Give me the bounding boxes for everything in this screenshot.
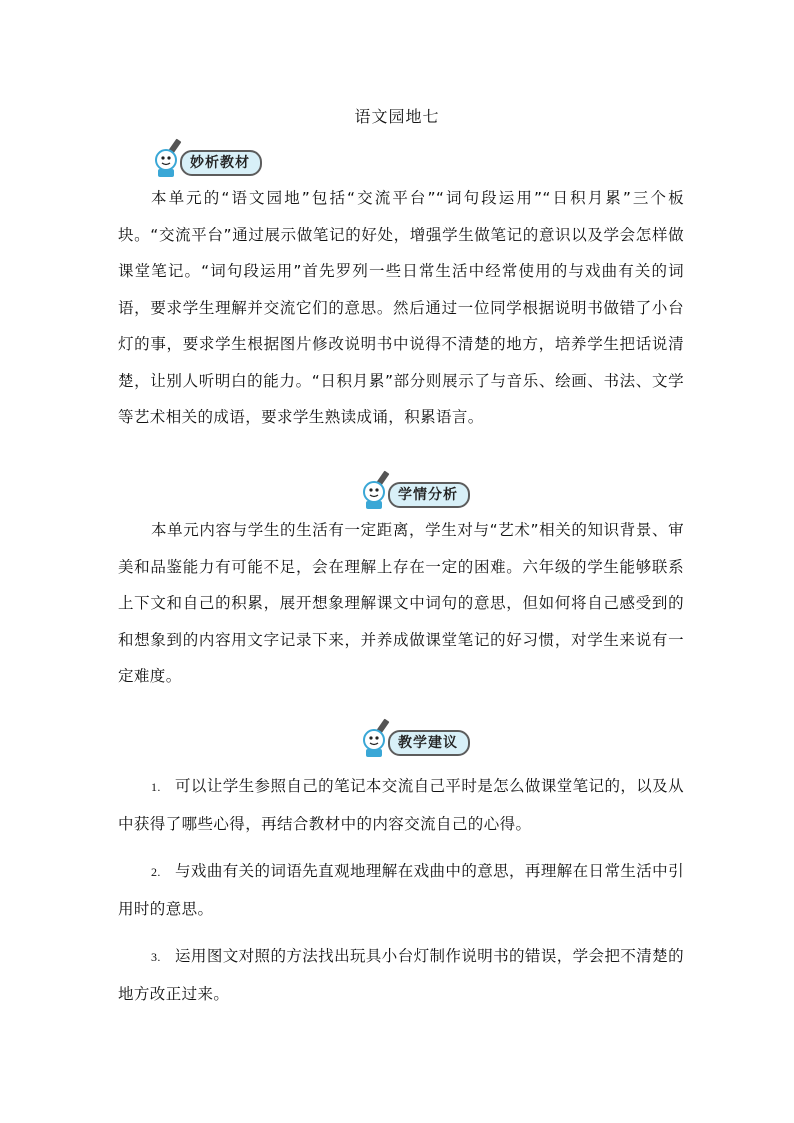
list-item-number: 2. (151, 865, 161, 879)
list-item-text: 运用图文对照的方法找出玩具小台灯制作说明书的错误，学会把不清楚的地方改正过来。 (118, 947, 684, 1003)
section-heading: 学情分析 (388, 482, 470, 508)
list-item-text: 可以让学生参照自己的笔记本交流自己平时是怎么做课堂笔记的，以及从中获得了哪些心得，再结合教材中的内容交流自己的心得。 (118, 777, 684, 833)
list-item (118, 768, 684, 842)
section-heading-badge (150, 138, 300, 174)
section-heading-badge (358, 718, 508, 754)
section-heading: 教学建议 (388, 730, 470, 756)
section-heading-badge (358, 470, 508, 506)
section-paragraph: 本单元内容与学生的生活有一定距离，学生对与“艺术”相关的知识背景、审美和品鉴能力有可能不足，会在理解上存在一定的困难。六年级的学生能够联系上下文和自己的积累，展开想象理解课文中词句的意思，但如何将自己感受到的和想象到的内容用文字记录下来，并养成做课堂笔记的好习惯，对学生来说有一定难度。 (118, 521, 684, 685)
section-heading: 妙析教材 (180, 150, 262, 176)
list-item (118, 938, 684, 1012)
list-item (118, 853, 684, 927)
section-paragraph: 本单元的“语文园地”包括“交流平台”“词句段运用”“日积月累”三个板块。“交流平台”通过展示做笔记的好处，增强学生做笔记的意识以及学会怎样做课堂笔记。“词句段运用”首先罗列一些日常生活中经常使用的与戏曲有关的词语，要求学生理解并交流它们的意思。然后通过一位同学根据说明书做错了小台灯的事，要求学生根据图片修改说明书中说得不清楚的地方，培养学生把话说清楚，让别人听明白的能力。“日积月累”部分则展示了与音乐、绘画、书法、文学等艺术相关的成语，要求学生熟读成诵，积累语言。 (118, 189, 684, 426)
list-item-number: 3. (151, 950, 161, 964)
page-title: 语文园地七 (354, 107, 440, 126)
list-item-text: 与戏曲有关的词语先直观地理解在戏曲中的意思，再理解在日常生活中引用时的意思。 (118, 862, 684, 918)
list-item-number: 1. (151, 780, 161, 794)
